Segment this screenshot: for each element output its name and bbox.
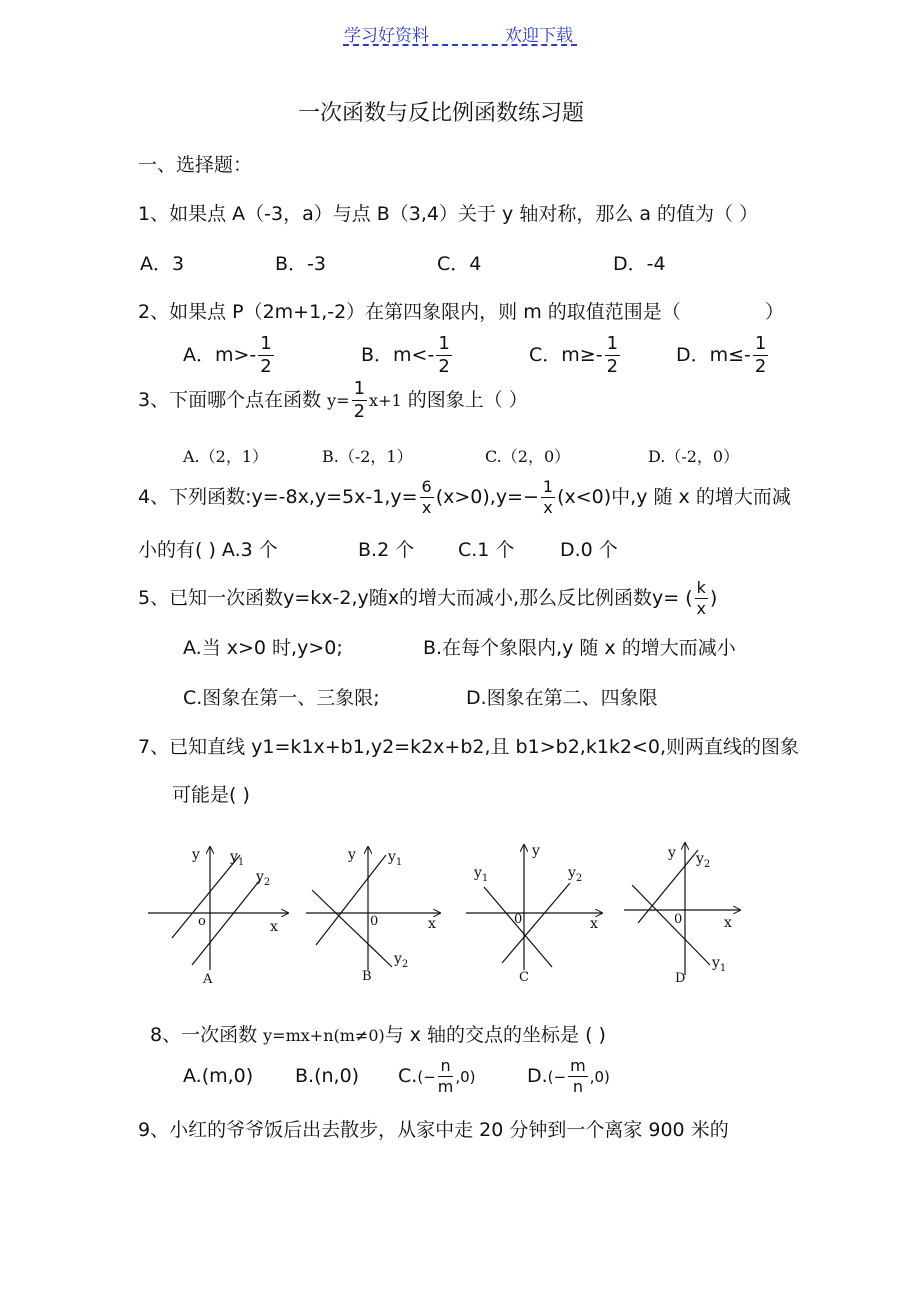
q7-stem-line2: 可能是( )	[172, 784, 250, 806]
q2-stem: 2、如果点 P（2m+1,-2）在第四象限内，则 m 的取值范围是（	[138, 301, 681, 323]
fraction-denominator: 2	[606, 356, 619, 377]
x-axis-label: x	[590, 916, 598, 932]
graph-label: C	[519, 970, 529, 985]
q4-part2: (x>0),y=	[435, 486, 523, 508]
graph-label: B	[362, 969, 372, 984]
q5-option-c: C.图象在第一、三象限;	[183, 687, 380, 709]
fraction-numerator: k	[696, 578, 706, 597]
q5-stem-text: 5、已知一次函数y=kx-2,y随x的增大而减小,那么反比例函数y=	[138, 587, 680, 609]
q3-option-c: C.（2，0）	[485, 447, 571, 466]
q4-part1: 4、下列函数:y=-8x,y=5x-1,y=	[138, 486, 418, 508]
y2-label-sub: 2	[401, 959, 409, 970]
page-title: 一次函数与反比例函数练习题	[298, 101, 585, 126]
fraction-numerator: 1	[260, 333, 272, 354]
fraction-denominator: x	[543, 498, 553, 517]
fraction-numerator: 6	[421, 477, 432, 496]
y1-label-sub: 1	[395, 857, 403, 868]
q2-option-c-text: C．m≥-	[529, 344, 603, 366]
fraction-denominator: x	[421, 498, 432, 517]
q7-graphs	[140, 835, 760, 995]
q3-fx-post: x+1	[369, 391, 402, 410]
q2-option-b-text: B．m<-	[361, 344, 435, 366]
fraction-numerator: 1	[353, 378, 366, 399]
q8-fx: y=mx+n(m≠0)	[263, 1026, 385, 1045]
q4-option-b: B.2 个	[358, 539, 415, 561]
graph-label: A	[203, 972, 213, 987]
q4-line2: 小的有( ) A.3 个	[138, 539, 278, 561]
q2-option-d	[676, 335, 770, 376]
line-y1	[172, 855, 240, 938]
y2-label	[255, 869, 270, 888]
q8-option-c	[398, 1058, 476, 1095]
y1-label	[473, 865, 488, 884]
q3-stem	[138, 380, 528, 421]
y1-label-base: y	[388, 849, 396, 865]
fraction-denominator: x	[696, 599, 707, 618]
y-axis-label: y	[348, 847, 356, 863]
fraction-numerator: 1	[754, 333, 767, 354]
line-y1	[632, 885, 710, 965]
header-right: 欢迎下载	[505, 26, 573, 46]
y1-label	[711, 955, 726, 974]
fraction-numerator: 1	[438, 333, 450, 354]
q2-stem-close: ）	[765, 301, 785, 323]
q3-stem-pre: 3、下面哪个点在函数	[138, 389, 322, 411]
line-y2	[502, 883, 570, 963]
fraction-denominator: 2	[438, 356, 450, 377]
q5-stem	[138, 580, 717, 617]
y2-label-sub: 2	[575, 873, 583, 884]
fraction-denominator: m	[437, 1077, 454, 1096]
q8-option-d-label: D.	[527, 1065, 548, 1087]
graph-c	[466, 843, 602, 985]
y1-label-base: y	[230, 849, 238, 865]
q4-option-c: C.1 个	[458, 539, 515, 561]
q4-option-d: D.0 个	[560, 539, 618, 561]
q8-option-d-close: ,0)	[589, 1068, 610, 1086]
q3-option-d: D.（-2，0）	[648, 447, 740, 466]
q5-option-b: B.在每个象限内,y 随 x 的增大而减小	[423, 637, 736, 659]
q8-option-d	[527, 1058, 610, 1095]
line-y2	[312, 890, 392, 967]
header-divider	[343, 44, 577, 46]
origin-label: 0	[674, 912, 683, 927]
fraction-numerator: 1	[606, 333, 619, 354]
q8-option-c-open: (−	[417, 1068, 436, 1086]
line-y1	[316, 855, 386, 945]
q3-fx-pre: y=	[327, 391, 350, 410]
q3-stem-post: 的图象上（ ）	[407, 389, 528, 411]
q9-stem: 9、小红的爷爷饭后出去散步，从家中走 20 分钟到一个离家 900 米的	[138, 1119, 729, 1141]
fraction-denominator: 2	[260, 356, 272, 377]
x-axis-label: x	[270, 919, 278, 935]
header-left: 学习好资料	[344, 26, 429, 46]
q1-option-d: D．-4	[613, 253, 666, 275]
origin-label: o	[198, 914, 206, 929]
q5-option-d: D.图象在第二、四象限	[466, 687, 658, 709]
q4-stem	[138, 479, 791, 516]
q2-option-d-text: D．m≤-	[676, 344, 751, 366]
fraction-denominator: 2	[754, 356, 767, 377]
x-axis-label: x	[724, 915, 732, 931]
graph-b	[306, 847, 440, 984]
y-axis-label: y	[668, 845, 676, 861]
y2-label-sub: 2	[263, 877, 271, 888]
q5-paren-close: )	[709, 587, 718, 609]
y2-label-base: y	[696, 851, 704, 867]
line-y1	[484, 887, 552, 967]
q5-paren-open: (	[685, 587, 693, 609]
y2-label-base: y	[568, 865, 576, 881]
q8-option-c-label: C.	[398, 1065, 418, 1087]
y1-label-base: y	[474, 865, 482, 881]
fraction-numerator: m	[570, 1056, 586, 1075]
y2-label-base: y	[256, 869, 264, 885]
q8-option-c-close: ,0)	[455, 1068, 476, 1086]
graph-d	[624, 843, 740, 986]
q8-option-d-open: (−	[547, 1068, 567, 1086]
y1-label-base: y	[712, 955, 720, 971]
q2-option-a-text: A．m>-	[183, 344, 257, 366]
y2-label	[393, 951, 408, 970]
q8-stem-post: 与 x 轴的交点的坐标是 ( )	[384, 1024, 606, 1046]
q8-stem-pre: 8、一次函数	[150, 1024, 258, 1046]
q1-option-b: B．-3	[275, 253, 326, 275]
section-heading: 一、选择题：	[138, 154, 253, 176]
q8-stem	[150, 1020, 606, 1047]
q3-option-a: A.（2，1）	[183, 447, 269, 466]
fraction-denominator: 2	[353, 401, 366, 422]
graph-label: D	[675, 971, 686, 986]
q2-option-b	[361, 335, 454, 376]
y1-label-sub: 1	[719, 963, 727, 974]
q5-option-a: A.当 x>0 时,y>0;	[183, 637, 343, 659]
fraction-numerator: 1	[542, 477, 554, 496]
y2-label	[695, 851, 710, 870]
x-axis-label: x	[428, 916, 436, 932]
q1-stem: 1、如果点 A（-3，a）与点 B（3,4）关于 y 轴对称，那么 a 的值为（ ）	[138, 203, 759, 225]
q1-option-a: A．3	[140, 253, 185, 275]
fraction-denominator: n	[572, 1077, 583, 1096]
y1-label-sub: 1	[237, 857, 245, 868]
origin-label: 0	[370, 914, 379, 929]
q2-option-a	[183, 335, 276, 376]
q8-option-a: A.(m,0)	[183, 1065, 254, 1087]
q3-option-b: B.（-2，1）	[322, 447, 413, 466]
q2-option-c	[529, 335, 622, 376]
q4-part4: (x<0)中,y 随 x 的增大而减	[557, 486, 791, 508]
q7-stem-line1: 7、已知直线 y1=k1x+b1,y2=k2x+b2,且 b1>b2,k1k2<0,则两直线的图象	[138, 736, 800, 758]
graph-a	[148, 847, 288, 987]
origin-label: 0	[514, 912, 523, 927]
y1-label-sub: 1	[481, 873, 489, 884]
y2-label	[567, 865, 582, 884]
fraction-numerator: n	[438, 1058, 454, 1077]
q4-minus: −	[523, 486, 539, 508]
y2-label-base: y	[394, 951, 402, 967]
q8-option-b: B.(n,0)	[295, 1065, 360, 1087]
y-axis-label: y	[192, 847, 200, 863]
y2-label-sub: 2	[703, 859, 711, 870]
y-axis-label: y	[532, 843, 540, 859]
y1-label	[387, 849, 402, 868]
q1-option-c: C．4	[437, 253, 482, 275]
